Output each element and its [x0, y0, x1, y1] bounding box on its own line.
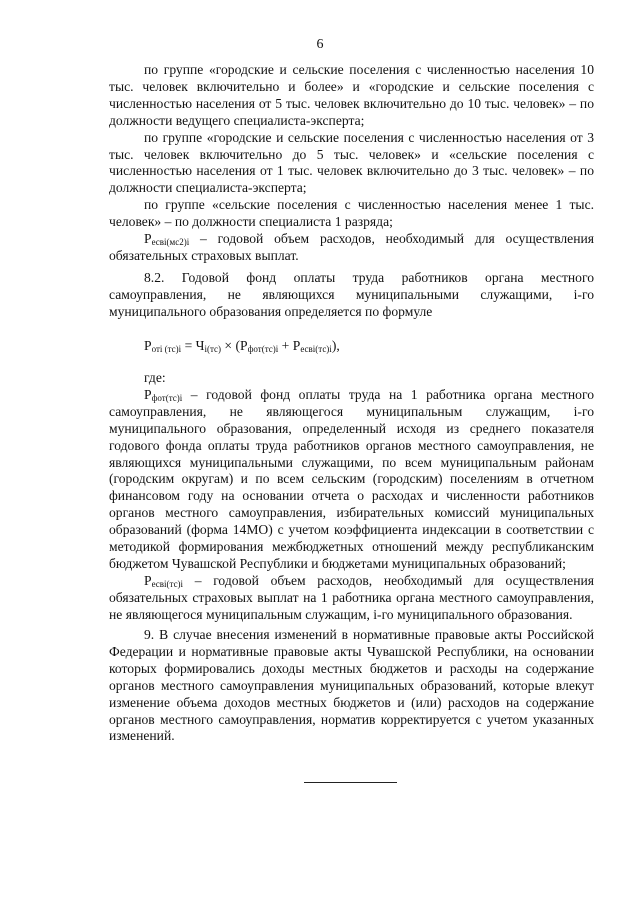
formula-part: + P [278, 338, 301, 353]
paragraph-8-2: 8.2. Годовой фонд оплаты труда работников органа местного самоуправления, не являющихся муниципальными служащими, i-го муниципального образования определяется по формуле [109, 270, 594, 319]
criteria-list [109, 62, 594, 265]
paragraph-group-1k: по группе «сельские поселения с численностью населения менее 1 тыс. человек» – по должности специалиста 1 разряда; [109, 197, 594, 230]
formula-part: ), [331, 338, 340, 353]
formula-legend [109, 370, 594, 624]
paragraph-group-3k: по группе «городские и сельские поселения с численностью населения от 3 тыс. человек включительно до 5 тыс. человек» и «сельские поселения с численностью населения от 1 тыс. человек включительно до 3 тыс. человек» – по должности специалиста-эксперта; [109, 129, 594, 196]
formula-part: P [144, 338, 152, 353]
symbol: P [144, 231, 152, 247]
formula-subscript: есвi(тс)i [300, 344, 332, 354]
symbol: P [144, 386, 152, 402]
paragraph-fot-definition [109, 387, 594, 573]
paragraph-insurance-definition [109, 231, 594, 265]
formula-part: × (P [221, 338, 248, 353]
paragraph-9: 9. В случае внесения изменений в нормативные правовые акты Российской Федерации и нормативные правовые акты Чувашской Республики, на основании которых формировались доходы местных бюджетов и расходы на содержание органов местного самоуправления муниципальных образований, которые влекут изменение объема доходов местных бюджетов и (или) расходов на содержание органов местного самоуправления, норматив корректируется с учетом указанных изменений. [109, 627, 594, 744]
symbol: P [144, 572, 152, 588]
section-9 [109, 627, 594, 745]
end-divider [304, 782, 397, 783]
definition-text: – годовой фонд оплаты труда на 1 работника органа местного самоуправления, не являющегося муниципальным служащим, i-го муниципального образования, определенный исходя из среднего показателя годового фонда оплаты труда работников органов местного самоуправления, не являющихся муниципальными служащими, по всем муниципальным районам (городским округам) и по всем сельским (городским) поселениям в отчетном финансовом году на основании отчета о расходах и численности работников органов местного самоуправления, избирательных комиссий муниципальных образований (форма 14МО) с учетом коэффициента индексации в соответствии с методикой формирования межбюджетных отношений между республиканским бюджетом Чувашской Республики и бюджетами муниципальных образований; [109, 386, 594, 571]
paragraph-esv-definition [109, 573, 594, 624]
formula-line [109, 338, 594, 355]
definition-text: – годовой объем расходов, необходимый для осуществления обязательных страховых выплат. [109, 231, 594, 263]
formula-subscript: отi (тс)i [151, 344, 182, 354]
page-number: 6 [316, 37, 324, 52]
section-8-2 [109, 270, 594, 321]
formula-subscript: фот(тс)i [247, 344, 279, 354]
formula-subscript: i(тс) [204, 344, 222, 354]
paragraph-group-10k: по группе «городские и сельские поселения с численностью населения 10 тыс. человек включительно и более» и «городские и сельские поселения с численностью населения от 5 тыс. человек включительно до 10 тыс. человек» – по должности ведущего специалиста-эксперта; [109, 62, 594, 128]
symbol-subscript: фот(тс)i [151, 392, 183, 403]
where-label: где: [144, 370, 166, 385]
symbol-subscript: есвi(тс)i [151, 578, 184, 589]
definition-text: – годовой объем расходов, необходимый для осуществления обязательных страховых выплат на 1 работника органа местного самоуправления, не являющегося муниципальным служащим, i-го муниципального образования. [109, 572, 594, 622]
formula-part: = Ч [181, 338, 205, 353]
symbol-subscript: есвi(мс2)i [151, 237, 190, 248]
formula [109, 338, 594, 355]
